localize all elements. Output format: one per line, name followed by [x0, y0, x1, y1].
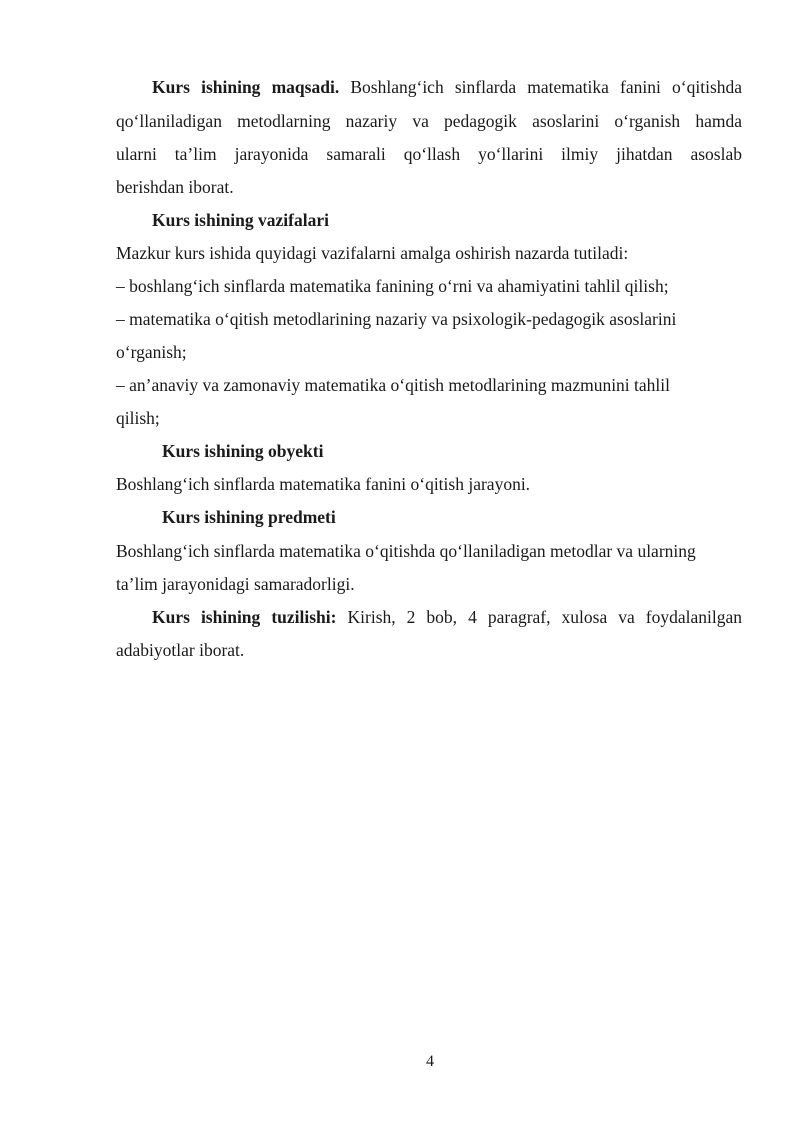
structure-text-1: Kirish, 2 bob, 4 paragraf, xulosa va foydalanilgan — [347, 607, 742, 627]
goal-line-1 — [152, 76, 742, 98]
structure-line-1 — [152, 606, 742, 628]
tasks-intro: Mazkur kurs ishida quyidagi vazifalarni amalga oshirish nazarda tutiladi: — [116, 243, 629, 263]
task-item-3-line-1: – an’anaviy va zamonaviy matematika o‘qitish metodlarining mazmunini tahlil — [116, 375, 671, 395]
task-item-3-line-2: qilish; — [116, 408, 160, 428]
goal-line-3: ularni ta’lim jarayonida samarali qo‘llash yo‘llarini ilmiy jihatdan asoslab — [116, 144, 742, 164]
goal-text-1: Boshlang‘ich sinflarda matematika fanini o‘qitishda — [350, 77, 743, 97]
task-item-2-line-1: – matematika o‘qitish metodlarining nazariy va psixologik-pedagogik asoslarini — [116, 309, 677, 329]
object-heading: Kurs ishining obyekti — [162, 441, 324, 461]
task-item-1: – boshlang‘ich sinflarda matematika fanining o‘rni va ahamiyatini tahlil qilish; — [116, 276, 669, 296]
structure-heading: Kurs ishining tuzilishi: — [152, 607, 337, 627]
tasks-heading: Kurs ishining vazifalari — [152, 210, 329, 230]
goal-line-2: qo‘llaniladigan metodlarning nazariy va pedagogik asoslarini o‘rganish hamda — [116, 111, 742, 131]
subject-heading: Kurs ishining predmeti — [162, 507, 336, 527]
page-number: 4 — [426, 1053, 434, 1070]
object-text: Boshlang‘ich sinflarda matematika fanini o‘qitish jarayoni. — [116, 474, 531, 494]
structure-line-2: adabiyotlar iborat. — [116, 640, 245, 660]
task-item-2-line-2: o‘rganish; — [116, 342, 187, 362]
subject-line-2: ta’lim jarayonidagi samaradorligi. — [116, 574, 355, 594]
goal-heading: Kurs ishining maqsadi. — [152, 77, 340, 97]
goal-line-4: berishdan iborat. — [116, 177, 234, 197]
subject-line-1: Boshlang‘ich sinflarda matematika o‘qitishda qo‘llaniladigan metodlar va ularning — [116, 541, 696, 561]
